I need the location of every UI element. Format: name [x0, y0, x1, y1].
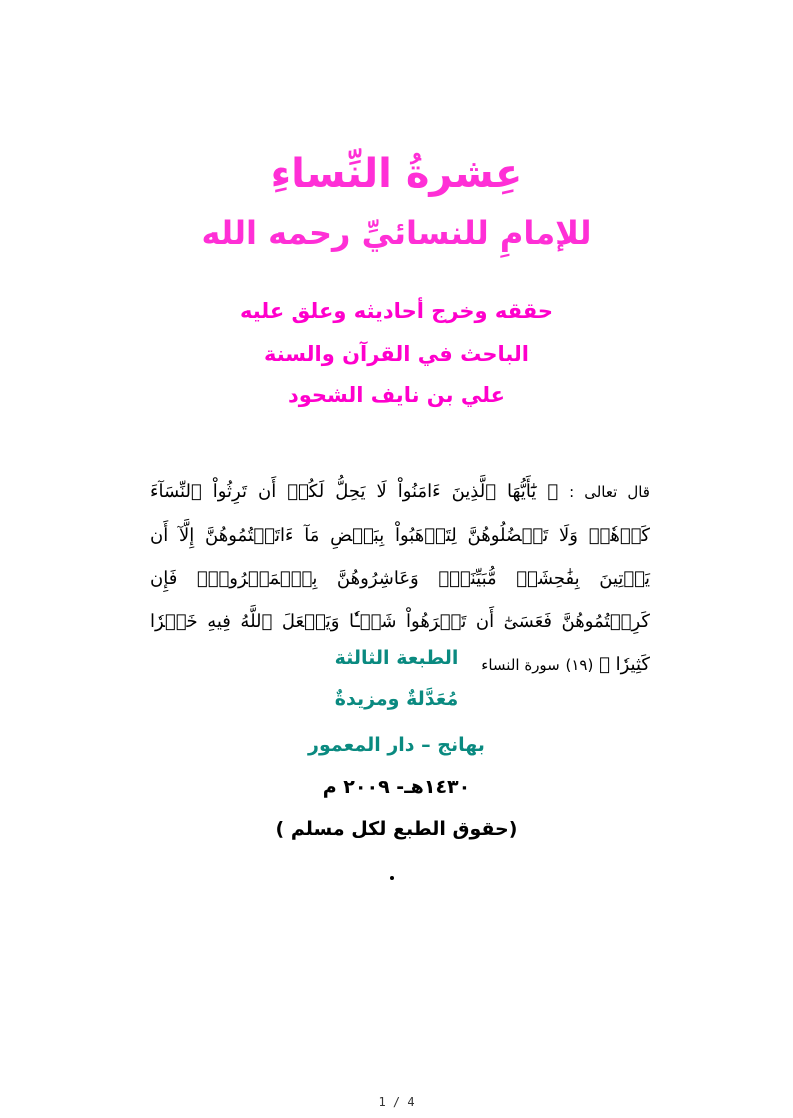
- ayah-number: (١٩): [565, 656, 594, 674]
- credit-line-role: الباحث في القرآن والسنة: [263, 342, 530, 366]
- publisher-line: بهانج – دار المعمور: [308, 734, 485, 756]
- verse-close-bracket: ﴾: [599, 654, 610, 675]
- dot-mark: [390, 876, 394, 880]
- edition-number: الطبعة الثالثة: [334, 647, 459, 669]
- verse-text: يَٰٓأَيُّهَا ٱلَّذِينَ ءَامَنُواْ لَا يَحِلُّ لَكُمۡ أَن تَرِثُواْ ٱلنِّسَآءَ كَرۡهٗاۖ وَلَا تَعۡضُلُوهُنَّ لِتَذۡهَبُواْ بِبَعۡضِ مَآ ءَاتَيۡتُمُوهُنَّ إِلَّآ أَن يَأۡتِينَ بِفَٰحِشَةٖ مُّبَيِّنَةٖۚ وَعَاشِرُوهُنَّ بِٱلۡمَعۡرُوفِۚ فَإِن كَرِهۡتُمُوهُنَّ فَعَسَىٰٓ أَن تَكۡرَهُواْ شَيۡـٔٗا وَيَجۡعَلَ ٱللَّهُ فِيهِ خَيۡرٗا كَثِيرٗا: [150, 481, 650, 675]
- page-number: 1 / 4: [378, 1095, 415, 1109]
- book-subtitle: للإمامِ للنسائيِّ رحمه الله: [201, 214, 592, 252]
- publication-date: ١٤٣٠هـ- ٢٠٠٩ م: [322, 776, 471, 798]
- book-title: عِشرةُ النِّساءِ: [270, 151, 523, 197]
- edition-note: مُعَدَّلةٌ ومزيدةٌ: [334, 688, 459, 710]
- rights-statement: (حقوق الطبع لكل مسلم ): [275, 818, 518, 840]
- credit-line-author: علي بن نايف الشحود: [287, 383, 506, 407]
- verse-open-bracket: ﴿: [547, 481, 559, 502]
- surah-name: سورة النساء: [481, 656, 560, 674]
- verse-intro: قال تعالى :: [569, 483, 650, 501]
- credit-line-editor: حققه وخرج أحاديثه وعلق عليه: [239, 299, 554, 323]
